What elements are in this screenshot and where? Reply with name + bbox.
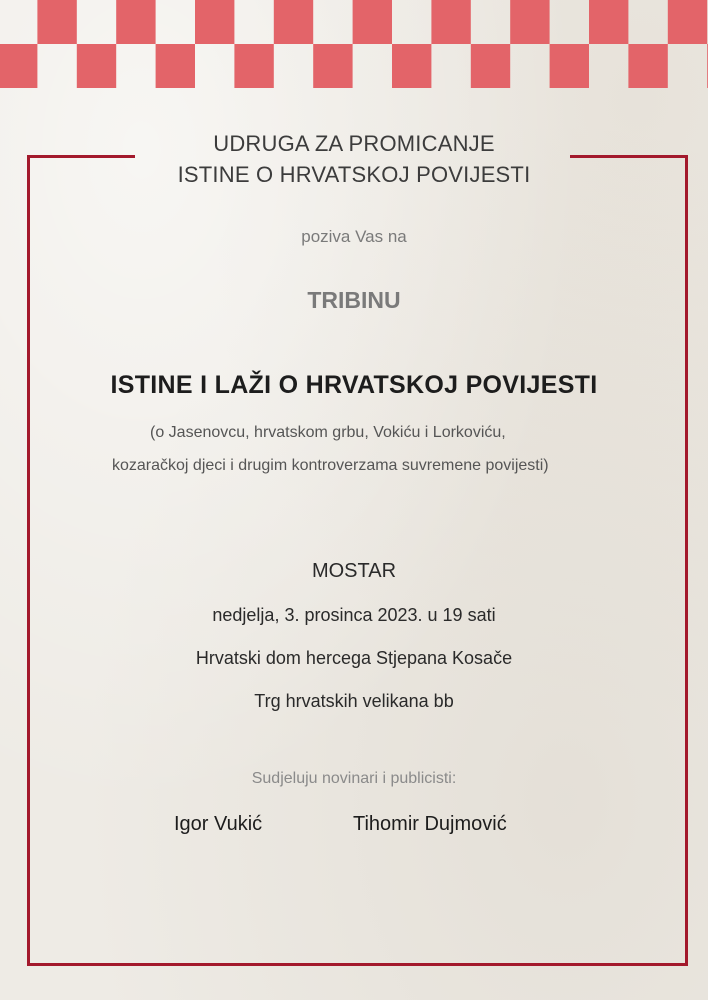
- event-subtitle-line-2: kozaračkoj djeci i drugim kontroverzama suvremene povijesti): [112, 457, 549, 474]
- organization-line-2: ISTINE O HRVATSKOJ POVIJESTI: [177, 162, 531, 187]
- checker-square: [510, 0, 549, 44]
- event-type: TRIBINU: [307, 287, 401, 313]
- checker-square: [550, 44, 589, 88]
- invitation-text: poziva Vas na: [301, 227, 407, 246]
- event-city: MOSTAR: [311, 560, 397, 582]
- event-title: ISTINE I LAŽI O HRVATSKOJ POVIJESTI: [110, 371, 598, 399]
- frame-bottom: [27, 963, 688, 966]
- checker-square: [234, 44, 273, 88]
- checker-square: [195, 0, 234, 44]
- checker-square: [353, 0, 392, 44]
- checker-square: [628, 44, 667, 88]
- event-address: Trg hrvatskih velikana bb: [254, 691, 454, 711]
- checker-square: [392, 44, 431, 88]
- event-datetime: nedjelja, 3. prosinca 2023. u 19 sati: [212, 605, 496, 625]
- checker-square: [116, 0, 155, 44]
- checker-square: [37, 0, 76, 44]
- organization-name: [0, 128, 708, 190]
- checker-square: [274, 0, 313, 44]
- checker-square: [589, 0, 628, 44]
- event-venue: Hrvatski dom hercega Stjepana Kosače: [195, 648, 513, 668]
- checker-square: [471, 44, 510, 88]
- speaker-tihomir-dujmovic: Tihomir Dujmović: [353, 813, 507, 835]
- checker-square: [156, 44, 195, 88]
- organization-line-1: UDRUGA ZA PROMICANJE: [213, 131, 495, 156]
- checker-square: [668, 0, 707, 44]
- checker-square: [0, 44, 37, 88]
- checkerboard-pattern: [0, 0, 708, 88]
- event-subtitle-line-1: (o Jasenovcu, hrvatskom grbu, Vokiću i Lorkoviću,: [150, 424, 506, 441]
- participants-label: Sudjeluju novinari i publicisti:: [251, 770, 457, 787]
- checker-square: [77, 44, 116, 88]
- checker-square: [431, 0, 470, 44]
- speaker-igor-vukic: Igor Vukić: [174, 813, 263, 835]
- checker-square: [313, 44, 352, 88]
